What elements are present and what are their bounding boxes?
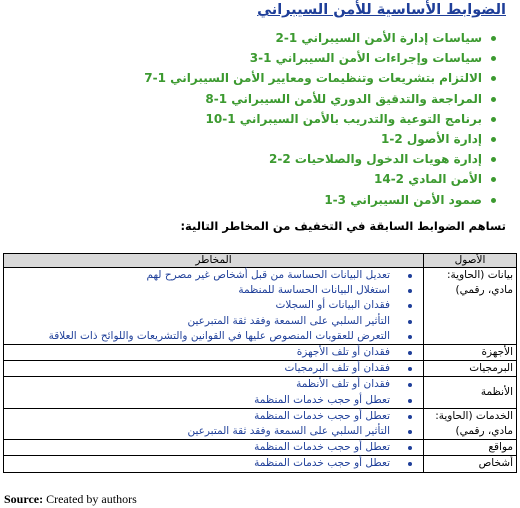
bullet-icon bbox=[408, 462, 412, 466]
risks-cell bbox=[4, 408, 424, 439]
asset-cell: الأجهزة bbox=[424, 345, 517, 361]
controls-list bbox=[144, 28, 510, 210]
bullet-icon bbox=[491, 76, 496, 81]
bullet-icon bbox=[491, 56, 496, 61]
control-item: إدارة الأصول 2-1 bbox=[180, 129, 510, 149]
bullet-icon bbox=[408, 335, 412, 339]
header-assets: الأصول bbox=[424, 254, 517, 268]
risk-item: تعطل أو حجب خدمات المنظمة bbox=[7, 409, 420, 424]
asset-cell: بيانات (الحاوية: مادي، رقمي) bbox=[424, 268, 517, 345]
risk-item: التأثير السلبي على السمعة وفقد ثقة المتبرعين bbox=[7, 424, 420, 439]
control-item: برنامج التوعية والتدريب بالأمن السيبراني 1-10 bbox=[180, 109, 510, 129]
control-item: سياسات إدارة الأمن السيبراني 1-2 bbox=[180, 28, 510, 48]
risk-item: فقدان البيانات أو السجلات bbox=[7, 298, 420, 313]
risk-item: تعديل البيانات الحساسة من قبل أشخاص غير مصرح لهم bbox=[7, 268, 420, 283]
table-row bbox=[4, 268, 517, 345]
asset-cell: البرمجيات bbox=[424, 361, 517, 377]
section-heading: الضوابط الأساسية للأمن السيبراني bbox=[257, 2, 506, 18]
table-row bbox=[4, 456, 517, 472]
bullet-icon bbox=[408, 320, 412, 324]
control-item: إدارة هويات الدخول والصلاحيات 2-2 bbox=[180, 149, 510, 169]
bullet-icon bbox=[408, 399, 412, 403]
asset-cell: الخدمات (الحاوية: مادي، رقمي) bbox=[424, 408, 517, 439]
asset-cell: أشخاص bbox=[424, 456, 517, 472]
bullet-icon bbox=[491, 137, 496, 142]
header-risks: المخاطر bbox=[4, 254, 424, 268]
bullet-icon bbox=[408, 274, 412, 278]
table-row bbox=[4, 361, 517, 377]
risk-item: فقدان أو تلف البرمجيات bbox=[7, 361, 420, 376]
bullet-icon bbox=[491, 157, 496, 162]
table-header-row bbox=[4, 254, 517, 268]
bullet-icon bbox=[408, 415, 412, 419]
table-row bbox=[4, 440, 517, 456]
bullet-icon bbox=[408, 351, 412, 355]
bullet-icon bbox=[408, 367, 412, 371]
risk-item: فقدان أو تلف الأجهزة bbox=[7, 345, 420, 360]
risk-item: التعرض للعقوبات المنصوص عليها في القوانين والتشريعات واللوائح ذات العلاقة bbox=[7, 329, 420, 344]
table-row bbox=[4, 345, 517, 361]
control-item: صمود الأمن السيبراني 3-1 bbox=[180, 190, 510, 210]
bullet-icon bbox=[408, 289, 412, 293]
risk-item: تعطل أو حجب خدمات المنظمة bbox=[7, 456, 420, 471]
risk-item: فقدان أو تلف الأنظمة bbox=[7, 377, 420, 392]
table-row bbox=[4, 408, 517, 439]
risk-item: التأثير السلبي على السمعة وفقد ثقة المتبرعين bbox=[7, 314, 420, 329]
source-text: Created by authors bbox=[43, 492, 137, 506]
risk-item: تعطل أو حجب خدمات المنظمة bbox=[7, 440, 420, 455]
risks-cell bbox=[4, 377, 424, 408]
asset-cell: مواقع bbox=[424, 440, 517, 456]
table-row bbox=[4, 377, 517, 408]
risk-item: استغلال البيانات الحساسة للمنظمة bbox=[7, 283, 420, 298]
risks-cell bbox=[4, 345, 424, 361]
risk-item: تعطل أو حجب خدمات المنظمة bbox=[7, 393, 420, 408]
source-label: Source: bbox=[4, 492, 44, 506]
bullet-icon bbox=[408, 430, 412, 434]
bullet-icon bbox=[491, 198, 496, 203]
bullet-icon bbox=[491, 117, 496, 122]
risks-cell bbox=[4, 440, 424, 456]
bullet-icon bbox=[408, 383, 412, 387]
bullet-icon bbox=[491, 97, 496, 102]
bullet-icon bbox=[408, 446, 412, 450]
control-item: المراجعة والتدقيق الدوري للأمن السيبراني 1-8 bbox=[180, 89, 510, 109]
control-item: سياسات وإجراءات الأمن السيبراني 1-3 bbox=[180, 48, 510, 68]
control-item: الأمن المادي 2-14 bbox=[180, 169, 510, 189]
risks-cell bbox=[4, 456, 424, 472]
risks-cell bbox=[4, 361, 424, 377]
bullet-icon bbox=[408, 304, 412, 308]
asset-cell: الأنظمة bbox=[424, 377, 517, 408]
control-item: الالتزام بتشريعات وتنظيمات ومعايير الأمن السيبراني 1-7 bbox=[180, 68, 510, 88]
source-note bbox=[4, 492, 137, 507]
risks-cell bbox=[4, 268, 424, 345]
risk-table bbox=[3, 253, 517, 473]
bullet-icon bbox=[491, 36, 496, 41]
bullet-icon bbox=[491, 177, 496, 182]
intro-text: تساهم الضوابط السابقة في التخفيف من المخاطر التالية: bbox=[180, 219, 506, 233]
